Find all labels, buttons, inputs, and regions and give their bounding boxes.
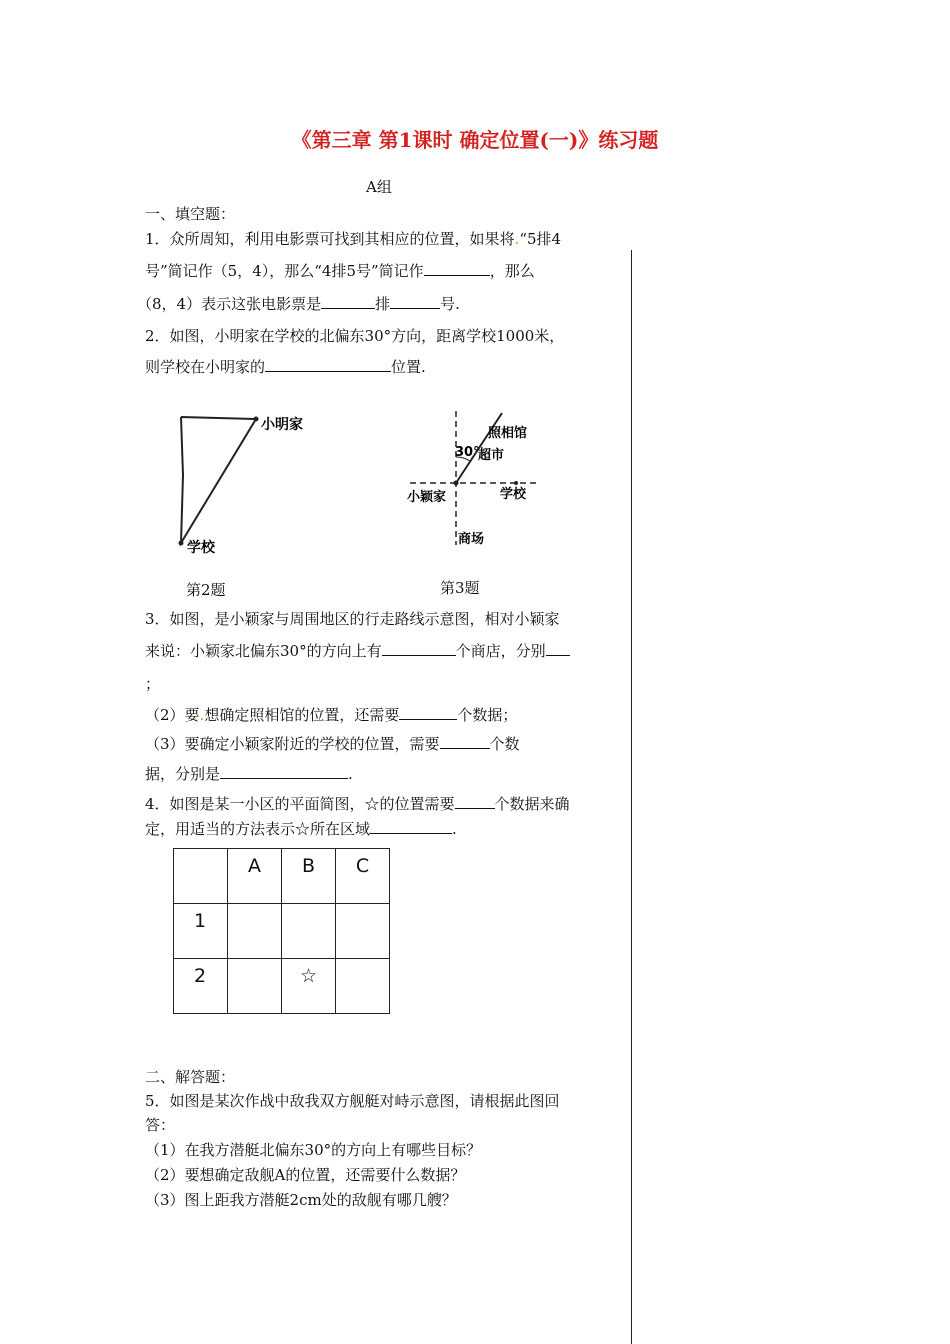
- answer-blank: [370, 819, 452, 834]
- grid-row: [174, 904, 390, 959]
- question-5-sub-2: （2）要想确定敌舰A的位置，还需要什么数据？: [145, 1166, 466, 1184]
- question-3-line-4: （2）要.想确定照相馆的位置，还需要 个数据；: [145, 706, 518, 724]
- question-3-line-3: ；: [145, 675, 161, 693]
- question-3-line-6: 据，分别是 .: [145, 765, 353, 783]
- fig3-home-label: 小颖家: [407, 490, 447, 505]
- grid-cell: [282, 904, 336, 959]
- answer-blank: [390, 294, 440, 309]
- question-5-line-2: 答：: [145, 1116, 176, 1134]
- area-grid-table: [173, 848, 390, 1014]
- question-3-line-1: 3．如图，是小颖家与周围地区的行走路线示意图，相对小颖家: [145, 610, 560, 628]
- question-2-line-2: 则学校在小明家的 位置.: [145, 358, 426, 376]
- question-4-line-2: 定，用适当的方法表示☆所在区域 .: [145, 820, 457, 838]
- section-fill-in-heading: 一、填空题：: [145, 205, 236, 223]
- grid-row-1-label: 1: [174, 904, 228, 959]
- fig2-school-label: 学校: [187, 540, 215, 556]
- figure-3-route-map: [400, 405, 560, 555]
- figure-2-caption: 第2题: [186, 581, 226, 599]
- answer-blank: [455, 794, 495, 809]
- fig3-mall-label: 商场: [458, 532, 485, 547]
- group-label: A组: [366, 178, 392, 196]
- margin-rule: [631, 250, 632, 1344]
- question-5-line-1: 5．如图是某次作战中敌我双方舰艇对峙示意图，请根据此图回: [145, 1092, 560, 1110]
- grid-row-2-label: 2: [174, 959, 228, 1014]
- question-4-line-1: 4．如图是某一小区的平面简图，☆的位置需要 个数据来确: [145, 795, 570, 813]
- grid-col-a: A: [228, 849, 282, 904]
- question-3-line-5: （3）要确定小颖家附近的学校的位置，需要 个数: [145, 735, 520, 753]
- figure-2-triangle: [170, 405, 330, 565]
- grid-cell: [336, 959, 390, 1014]
- grid-cell: [336, 904, 390, 959]
- fig2-home-label: 小明家: [261, 417, 303, 433]
- star-icon: ☆: [282, 959, 336, 1014]
- answer-blank: [265, 357, 391, 372]
- figure-3-caption: 第3题: [440, 579, 480, 597]
- question-1-line-3: （8，4）表示这张电影票是 排 号.: [137, 295, 460, 313]
- fig3-school-label: 学校: [500, 487, 527, 502]
- answer-blank: [399, 705, 457, 720]
- answer-blank: [440, 734, 490, 749]
- question-5-sub-1: （1）在我方潜艇北偏东30°的方向上有哪些目标？: [145, 1141, 482, 1159]
- question-5-sub-3: （3）图上距我方潜艇2cm处的敌舰有哪几艘？: [145, 1191, 457, 1209]
- answer-blank: [321, 294, 375, 309]
- answer-blank: [220, 764, 348, 779]
- answer-blank: [424, 261, 490, 276]
- answer-blank: [546, 641, 570, 656]
- grid-header-row: [174, 849, 390, 904]
- page-title: 《第三章 第1课时 确定位置(一)》练习题: [291, 128, 659, 152]
- question-1-line-1: 1．众所周知，利用电影票可找到其相应的位置，如果将.“5排4: [145, 230, 562, 248]
- question-2-line-1: 2．如图，小明家在学校的北偏东30°方向，距离学校1000米，: [145, 327, 565, 345]
- grid-col-c: C: [336, 849, 390, 904]
- question-1-line-2: 号”简记作（5，4），那么“4排5号”简记作 ，那么: [145, 262, 535, 280]
- grid-row: [174, 959, 390, 1014]
- fig3-angle-label: 30°: [455, 445, 480, 460]
- fig3-photo-label: 照相馆: [488, 426, 528, 441]
- section-answer-heading: 二、解答题：: [145, 1068, 236, 1086]
- answer-blank: [382, 641, 456, 656]
- grid-cell: [228, 904, 282, 959]
- grid-col-b: B: [282, 849, 336, 904]
- grid-cell: [228, 959, 282, 1014]
- fig3-market-label: 超市: [478, 448, 505, 463]
- grid-cell: [174, 849, 228, 904]
- question-3-line-2: 来说：小颖家北偏东30°的方向上有 个商店，分别: [145, 640, 570, 661]
